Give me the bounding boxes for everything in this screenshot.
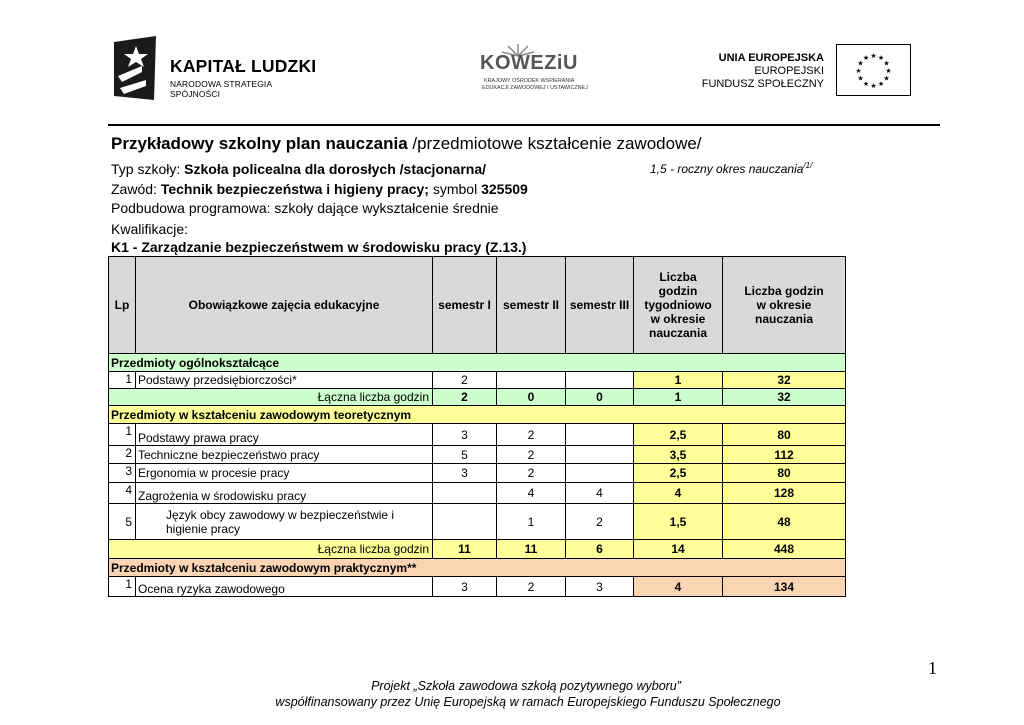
cell-sem2: 4 bbox=[497, 483, 566, 504]
sum-total: 32 bbox=[723, 389, 846, 406]
sum-sem2: 11 bbox=[497, 540, 566, 559]
cell-sem3 bbox=[566, 424, 634, 446]
cell-subject: Ergonomia w procesie pracy bbox=[136, 464, 433, 483]
kowezu-title: KOWEZiU bbox=[480, 52, 578, 74]
cell-sem3: 2 bbox=[566, 504, 634, 540]
page-number: 1 bbox=[928, 658, 937, 678]
cell-sem2: 2 bbox=[497, 446, 566, 464]
cell-weekly: 2,5 bbox=[634, 424, 723, 446]
cell-sem2: 1 bbox=[497, 504, 566, 540]
table-row bbox=[109, 424, 846, 446]
sum-label: Łączna liczba godzin bbox=[109, 540, 433, 559]
cell-subject: Zagrożenia w środowisku pracy bbox=[136, 483, 433, 504]
sum-sem3: 6 bbox=[566, 540, 634, 559]
eu-line-1: UNIA EUROPEJSKA bbox=[718, 52, 824, 64]
cell-sem3 bbox=[566, 372, 634, 389]
svg-text:★: ★ bbox=[870, 52, 877, 60]
school-type-line bbox=[111, 161, 486, 177]
header-weekly-l3: tygodniowo bbox=[644, 298, 712, 312]
sum-label: Łączna liczba godzin bbox=[109, 389, 433, 406]
header-weekly-l5: nauczania bbox=[648, 326, 708, 340]
cell-sem1: 3 bbox=[433, 577, 497, 597]
kapital-ludzki-logo bbox=[112, 36, 322, 100]
cell-sem3 bbox=[566, 464, 634, 483]
cell-subject: Język obcy zawodowy w bezpieczeństwie i higienie pracy bbox=[136, 504, 433, 540]
cell-sem1 bbox=[433, 504, 497, 540]
svg-text:★: ★ bbox=[855, 67, 862, 75]
eu-line-3: FUNDUSZ SPOŁECZNY bbox=[701, 78, 824, 90]
sum-weekly: 14 bbox=[634, 540, 723, 559]
header-subject: Obowiązkowe zajęcia edukacyjne bbox=[136, 257, 433, 354]
title-bold: Przykładowy szkolny plan nauczania bbox=[111, 134, 408, 153]
section-row bbox=[109, 406, 846, 424]
svg-text:★: ★ bbox=[862, 80, 870, 88]
cell-total: 80 bbox=[723, 464, 846, 483]
duration bbox=[650, 161, 812, 176]
cell-subject: Podstawy przedsiębiorczości* bbox=[136, 372, 433, 389]
page-title bbox=[111, 134, 702, 154]
svg-text:★: ★ bbox=[862, 54, 870, 62]
sum-sem1: 2 bbox=[433, 389, 497, 406]
cell-sem3 bbox=[566, 446, 634, 464]
svg-text:★: ★ bbox=[857, 74, 864, 83]
school-type-value: Szkoła policealna dla dorosłych /stacjonarna/ bbox=[184, 161, 487, 177]
cell-sem1: 3 bbox=[433, 424, 497, 446]
cell-weekly: 2,5 bbox=[634, 464, 723, 483]
cell-sem2: 2 bbox=[497, 577, 566, 597]
school-type-label: Typ szkoły: bbox=[111, 161, 185, 177]
kapital-ludzki-title: KAPITAŁ LUDZKI bbox=[170, 56, 317, 76]
header-sem2: semestr II bbox=[497, 257, 566, 354]
section-title: Przedmioty ogólnokształcące bbox=[109, 354, 846, 372]
header-total-l3: nauczania bbox=[754, 312, 814, 326]
symbol-label: symbol bbox=[428, 181, 482, 197]
cell-weekly: 1,5 bbox=[634, 504, 723, 540]
cell-subject: Podstawy prawa pracy bbox=[136, 424, 433, 446]
section-title: Przedmioty w kształceniu zawodowym teoretycznym bbox=[109, 406, 846, 424]
cell-total: 80 bbox=[723, 424, 846, 446]
qualification-k1: K1 - Zarządzanie bezpieczeństwem w środowisku pracy (Z.13.) bbox=[111, 239, 527, 255]
cell-lp: 4 bbox=[109, 483, 136, 504]
cell-lp: 1 bbox=[109, 577, 136, 597]
curriculum-table bbox=[108, 256, 846, 597]
cell-total: 48 bbox=[723, 504, 846, 540]
header-total-l2: w okresie bbox=[756, 298, 812, 312]
cell-weekly: 4 bbox=[634, 483, 723, 504]
header-weekly bbox=[634, 257, 723, 354]
sum-sem1: 11 bbox=[433, 540, 497, 559]
cell-sem2: 2 bbox=[497, 424, 566, 446]
cell-sem2: 2 bbox=[497, 464, 566, 483]
cell-lp: 3 bbox=[109, 464, 136, 483]
cell-sem3: 4 bbox=[566, 483, 634, 504]
sum-sem2: 0 bbox=[497, 389, 566, 406]
table-row bbox=[109, 577, 846, 597]
cell-weekly: 4 bbox=[634, 577, 723, 597]
eu-flag-icon bbox=[836, 44, 911, 96]
section-title: Przedmioty w kształceniu zawodowym praktycznym** bbox=[109, 559, 846, 577]
profession-line bbox=[111, 181, 528, 197]
kowezu-subtitle-2: EDUKACJI ZAWODOWEJ I USTAWICZNEJ bbox=[482, 85, 588, 91]
eu-line-2: EUROPEJSKI bbox=[754, 65, 824, 77]
table-row bbox=[109, 446, 846, 464]
svg-text:★: ★ bbox=[877, 54, 885, 62]
sum-sem3: 0 bbox=[566, 389, 634, 406]
eu-logo bbox=[701, 44, 912, 96]
duration-text: 1,5 - roczny okres nauczania bbox=[650, 162, 804, 176]
cell-sem2 bbox=[497, 372, 566, 389]
cell-sem1: 2 bbox=[433, 372, 497, 389]
header-sem3: semestr III bbox=[566, 257, 634, 354]
cell-subject: Ocena ryzyka zawodowego bbox=[136, 577, 433, 597]
kapital-ludzki-subtitle: NARODOWA STRATEGIA SPÓJNOŚCI bbox=[170, 79, 272, 99]
header-weekly-l1: Liczba bbox=[659, 270, 697, 284]
kowezu-subtitle-1: KRAJOWY OŚRODEK WSPIERANIA bbox=[484, 78, 575, 84]
svg-text:★: ★ bbox=[883, 74, 890, 83]
duration-note: /1/ bbox=[803, 161, 813, 170]
cell-sem3: 3 bbox=[566, 577, 634, 597]
header-rule bbox=[108, 124, 940, 126]
header-lp: Lp bbox=[109, 257, 136, 354]
title-rest: /przedmiotowe kształcenie zawodowe/ bbox=[407, 134, 702, 153]
cell-sem1 bbox=[433, 483, 497, 504]
svg-text:★: ★ bbox=[857, 59, 864, 68]
table-header-row bbox=[109, 257, 846, 354]
qualifications-label: Kwalifikacje: bbox=[111, 221, 189, 237]
cell-weekly: 3,5 bbox=[634, 446, 723, 464]
header-sem1: semestr I bbox=[433, 257, 497, 354]
table-row bbox=[109, 504, 846, 540]
header-total bbox=[723, 257, 846, 354]
cell-total: 32 bbox=[723, 372, 846, 389]
table-row bbox=[109, 464, 846, 483]
cell-weekly: 1 bbox=[634, 372, 723, 389]
svg-text:★: ★ bbox=[877, 80, 885, 88]
svg-text:★: ★ bbox=[870, 82, 877, 90]
cell-total: 134 bbox=[723, 577, 846, 597]
profession-value: Technik bezpieczeństwa i higieny pracy; bbox=[160, 181, 429, 197]
cell-sem1: 3 bbox=[433, 464, 497, 483]
cell-lp: 1 bbox=[109, 424, 136, 446]
header-weekly-l2: godzin bbox=[658, 284, 698, 298]
table-row bbox=[109, 483, 846, 504]
cell-subject: Techniczne bezpieczeństwo pracy bbox=[136, 446, 433, 464]
profession-label: Zawód: bbox=[111, 181, 161, 197]
sum-row bbox=[109, 540, 846, 559]
svg-text:★: ★ bbox=[883, 59, 890, 68]
cell-lp: 5 bbox=[109, 504, 136, 540]
table-row bbox=[109, 372, 846, 389]
cell-lp: 2 bbox=[109, 446, 136, 464]
cell-total: 128 bbox=[723, 483, 846, 504]
cell-total: 112 bbox=[723, 446, 846, 464]
section-row bbox=[109, 354, 846, 372]
kapital-ludzki-emblem-icon bbox=[112, 36, 158, 100]
cell-lp: 1 bbox=[109, 372, 136, 389]
sum-total: 448 bbox=[723, 540, 846, 559]
header-weekly-l4: w okresie bbox=[650, 312, 706, 326]
sum-row bbox=[109, 389, 846, 406]
header-total-l1: Liczba godzin bbox=[744, 284, 824, 298]
footer-line-1: Projekt „Szkoła zawodowa szkołą pozytywnego wyboru” bbox=[371, 679, 681, 693]
cell-sem1: 5 bbox=[433, 446, 497, 464]
symbol-value: 325509 bbox=[481, 181, 528, 197]
footer-line-2: współfinansowany przez Unię Europejską w ramach Europejskiego Funduszu Społecznego bbox=[275, 695, 781, 709]
sum-weekly: 1 bbox=[634, 389, 723, 406]
kowezu-logo bbox=[478, 42, 598, 100]
basis-line: Podbudowa programowa: szkoły dające wykształcenie średnie bbox=[111, 200, 499, 216]
svg-text:★: ★ bbox=[885, 67, 892, 75]
section-row bbox=[109, 559, 846, 577]
